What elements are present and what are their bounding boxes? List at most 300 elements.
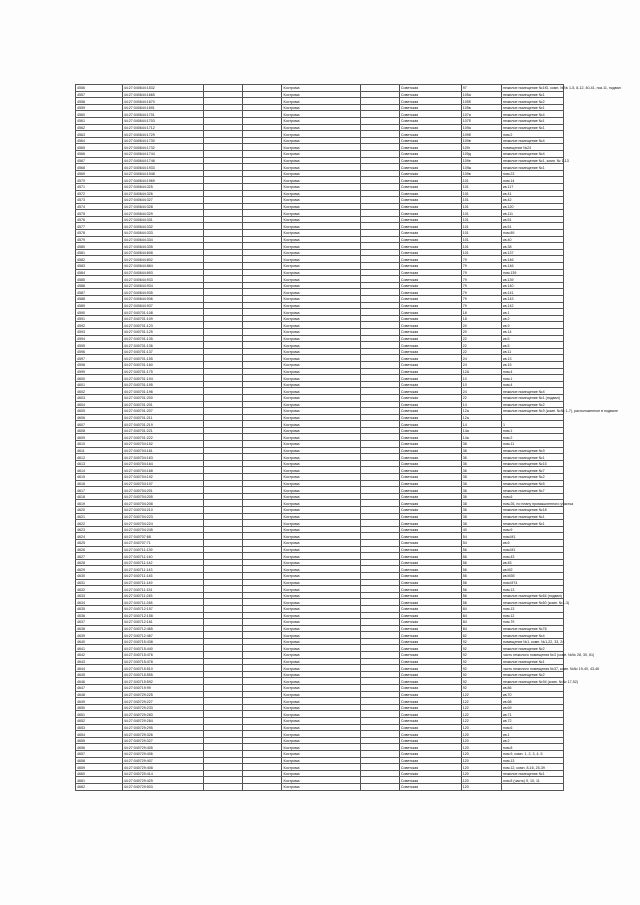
- house-number-cell: 56: [461, 586, 501, 593]
- empty-cell: [243, 698, 282, 705]
- house-number-cell: 38: [461, 520, 501, 527]
- street-cell: Советская: [399, 315, 461, 322]
- premises-description-cell: нежилое помещение №15: [502, 460, 564, 467]
- empty-cell: [243, 427, 282, 434]
- premises-description-cell: пом.23: [502, 170, 564, 177]
- empty-cell: [243, 447, 282, 454]
- premises-description-cell: нежилое помещение №1: [502, 124, 564, 131]
- city-cell: Кострома: [282, 718, 360, 725]
- empty-cell: [243, 190, 282, 197]
- house-number-cell: 10: [461, 381, 501, 388]
- cadastral-number-cell: 44:27:040644:325: [122, 183, 204, 190]
- row-number-cell: 4651: [76, 711, 123, 718]
- street-cell: Советская: [399, 131, 461, 138]
- table-row: [76, 315, 564, 322]
- house-number-cell: 101: [461, 197, 501, 204]
- table-row: [76, 770, 564, 777]
- street-cell: Советская: [399, 507, 461, 514]
- cadastral-number-cell: 44:27:040729:295: [122, 724, 204, 731]
- table-row: [76, 764, 564, 771]
- row-number-cell: 4597: [76, 355, 123, 362]
- row-number-cell: 4643: [76, 658, 123, 665]
- empty-cell: [204, 487, 243, 494]
- street-cell: Советская: [399, 500, 461, 507]
- house-number-cell: 24: [461, 355, 501, 362]
- empty-cell: [360, 533, 399, 540]
- empty-cell: [243, 216, 282, 223]
- street-cell: Советская: [399, 539, 461, 546]
- street-cell: Советская: [399, 744, 461, 751]
- city-cell: Кострома: [282, 256, 360, 263]
- row-number-cell: 4594: [76, 335, 123, 342]
- house-number-cell: 122: [461, 711, 501, 718]
- premises-description-cell: нежилое помещение №1: [502, 164, 564, 171]
- empty-cell: [204, 335, 243, 342]
- city-cell: Кострома: [282, 493, 360, 500]
- empty-cell: [243, 665, 282, 672]
- empty-cell: [243, 243, 282, 250]
- empty-cell: [243, 289, 282, 296]
- table-row: [76, 579, 564, 586]
- empty-cell: [243, 328, 282, 335]
- empty-cell: [204, 183, 243, 190]
- premises-description-cell: кв.51: [502, 223, 564, 230]
- empty-cell: [204, 685, 243, 692]
- city-cell: Кострома: [282, 783, 360, 790]
- empty-cell: [243, 770, 282, 777]
- empty-cell: [360, 236, 399, 243]
- city-cell: Кострома: [282, 645, 360, 652]
- empty-cell: [360, 289, 399, 296]
- street-cell: Советская: [399, 586, 461, 593]
- empty-cell: [243, 507, 282, 514]
- empty-cell: [204, 91, 243, 98]
- premises-description-cell: пом.13: [502, 605, 564, 612]
- empty-cell: [243, 368, 282, 375]
- city-cell: Кострома: [282, 263, 360, 270]
- cadastral-number-cell: 44:27:040644:1703: [122, 117, 204, 124]
- empty-cell: [360, 625, 399, 632]
- row-number-cell: 4605: [76, 408, 123, 415]
- row-number-cell: 4556: [76, 85, 123, 92]
- street-cell: Советская: [399, 711, 461, 718]
- city-cell: Кострома: [282, 269, 360, 276]
- city-cell: Кострома: [282, 315, 360, 322]
- cadastral-number-cell: 44:27:040704:224: [122, 520, 204, 527]
- cadastral-number-cell: 44:27:040644:1712: [122, 124, 204, 131]
- street-cell: Советская: [399, 546, 461, 553]
- empty-cell: [360, 460, 399, 467]
- street-cell: Советская: [399, 190, 461, 197]
- empty-cell: [204, 230, 243, 237]
- house-number-cell: 120: [461, 764, 501, 771]
- house-number-cell: 36: [461, 460, 501, 467]
- premises-description-cell: пом.6: [502, 493, 564, 500]
- row-number-cell: 4577: [76, 223, 123, 230]
- house-number-cell: 109в: [461, 170, 501, 177]
- row-number-cell: 4639: [76, 632, 123, 639]
- empty-cell: [204, 243, 243, 250]
- street-cell: Советская: [399, 210, 461, 217]
- street-cell: Советская: [399, 605, 461, 612]
- empty-cell: [360, 98, 399, 105]
- empty-cell: [243, 381, 282, 388]
- empty-cell: [360, 249, 399, 256]
- house-number-cell: 101: [461, 177, 501, 184]
- table-row: [76, 98, 564, 105]
- table-row: [76, 256, 564, 263]
- empty-cell: [360, 282, 399, 289]
- house-number-cell: 101: [461, 236, 501, 243]
- empty-cell: [204, 164, 243, 171]
- empty-cell: [204, 408, 243, 415]
- empty-cell: [360, 671, 399, 678]
- city-cell: Кострома: [282, 414, 360, 421]
- empty-cell: [243, 586, 282, 593]
- city-cell: Кострома: [282, 223, 360, 230]
- empty-cell: [360, 394, 399, 401]
- cadastral-number-cell: 44:27:040701:221: [122, 427, 204, 434]
- table-row: [76, 150, 564, 157]
- premises-description-cell: пом.6: [502, 724, 564, 731]
- premises-description-cell: кв.2: [502, 315, 564, 322]
- empty-cell: [243, 454, 282, 461]
- empty-cell: [243, 348, 282, 355]
- empty-cell: [204, 421, 243, 428]
- cadastral-number-cell: 44:27:040704:152: [122, 441, 204, 448]
- house-number-cell: 14а: [461, 434, 501, 441]
- cadastral-number-cell: 44:27:040729:405: [122, 744, 204, 751]
- cadastral-number-cell: 44:27:040644:335: [122, 243, 204, 250]
- empty-cell: [204, 592, 243, 599]
- table-row: [76, 698, 564, 705]
- empty-cell: [243, 137, 282, 144]
- row-number-cell: 4611: [76, 447, 123, 454]
- street-cell: Советская: [399, 223, 461, 230]
- premises-description-cell: кв.111: [502, 210, 564, 217]
- table-row: [76, 144, 564, 151]
- empty-cell: [204, 460, 243, 467]
- empty-cell: [243, 335, 282, 342]
- city-cell: Кострома: [282, 757, 360, 764]
- table-row: [76, 269, 564, 276]
- cadastral-number-cell: 44:27:040729:233: [122, 704, 204, 711]
- house-number-cell: 92: [461, 678, 501, 685]
- empty-cell: [243, 731, 282, 738]
- city-cell: Кострома: [282, 144, 360, 151]
- premises-description-cell: кв.9: [502, 322, 564, 329]
- house-number-cell: 101: [461, 230, 501, 237]
- row-number-cell: 4580: [76, 243, 123, 250]
- empty-cell: [360, 263, 399, 270]
- cadastral-number-cell: 44:27:040644:802: [122, 256, 204, 263]
- house-number-cell: 22: [461, 394, 501, 401]
- house-number-cell: 40: [461, 526, 501, 533]
- street-cell: Советская: [399, 263, 461, 270]
- house-number-cell: 56: [461, 559, 501, 566]
- house-number-cell: 54: [461, 539, 501, 546]
- empty-cell: [243, 394, 282, 401]
- empty-cell: [243, 691, 282, 698]
- house-number-cell: 92: [461, 658, 501, 665]
- empty-cell: [204, 718, 243, 725]
- empty-cell: [360, 441, 399, 448]
- empty-cell: [243, 276, 282, 283]
- cadastral-number-cell: 44:27:040644:1732: [122, 144, 204, 151]
- city-cell: Кострома: [282, 296, 360, 303]
- street-cell: Советская: [399, 526, 461, 533]
- empty-cell: [360, 421, 399, 428]
- city-cell: Кострома: [282, 572, 360, 579]
- empty-cell: [360, 737, 399, 744]
- empty-cell: [243, 487, 282, 494]
- premises-description-cell: нежилое помещение №1 (подвал): [502, 394, 564, 401]
- city-cell: Кострома: [282, 289, 360, 296]
- empty-cell: [243, 652, 282, 659]
- city-cell: Кострома: [282, 177, 360, 184]
- city-cell: Кострома: [282, 533, 360, 540]
- street-cell: Советская: [399, 183, 461, 190]
- city-cell: Кострома: [282, 520, 360, 527]
- table-row: [76, 170, 564, 177]
- empty-cell: [243, 480, 282, 487]
- cadastral-number-cell: 44:27:040704:208: [122, 500, 204, 507]
- row-number-cell: 4563: [76, 131, 123, 138]
- city-cell: Кострома: [282, 764, 360, 771]
- row-number-cell: 4632: [76, 586, 123, 593]
- table-row: [76, 177, 564, 184]
- empty-cell: [204, 328, 243, 335]
- row-number-cell: 4568: [76, 164, 123, 171]
- street-cell: Советская: [399, 645, 461, 652]
- street-cell: Советская: [399, 216, 461, 223]
- house-number-cell: 101: [461, 223, 501, 230]
- cadastral-number-cell: 44:27:040729:284: [122, 718, 204, 725]
- cadastral-number-cell: 44:27:040704:163: [122, 454, 204, 461]
- cadastral-number-cell: 44:27:040644:864: [122, 263, 204, 270]
- premises-description-cell: пом.89: [502, 230, 564, 237]
- cadastral-number-cell: 44:27:040701:196: [122, 388, 204, 395]
- house-number-cell: 109е: [461, 157, 501, 164]
- empty-cell: [243, 460, 282, 467]
- empty-cell: [204, 197, 243, 204]
- empty-cell: [204, 454, 243, 461]
- city-cell: Кострома: [282, 500, 360, 507]
- house-number-cell: 105в: [461, 104, 501, 111]
- row-number-cell: 4587: [76, 289, 123, 296]
- row-number-cell: 4570: [76, 177, 123, 184]
- empty-cell: [243, 150, 282, 157]
- city-cell: Кострома: [282, 652, 360, 659]
- row-number-cell: 4601: [76, 381, 123, 388]
- empty-cell: [360, 414, 399, 421]
- table-row: [76, 381, 564, 388]
- row-number-cell: 4582: [76, 256, 123, 263]
- house-number-cell: 92: [461, 671, 501, 678]
- premises-description-cell: помещение №1, комн. №1-22, 33, 24: [503, 640, 565, 645]
- row-number-cell: 4630: [76, 572, 123, 579]
- premises-description-cell: нежилое помещение №4: [502, 388, 564, 395]
- house-number-cell: 120: [461, 744, 501, 751]
- street-cell: Советская: [399, 124, 461, 131]
- street-cell: Советская: [399, 177, 461, 184]
- street-cell: Советская: [399, 658, 461, 665]
- city-cell: Кострома: [282, 711, 360, 718]
- empty-cell: [243, 164, 282, 171]
- table-row: [76, 447, 564, 454]
- city-cell: Кострома: [282, 348, 360, 355]
- row-number-cell: 4646: [76, 678, 123, 685]
- street-cell: Советская: [399, 355, 461, 362]
- city-cell: Кострома: [282, 513, 360, 520]
- house-number-cell: 122: [461, 691, 501, 698]
- street-cell: Советская: [399, 770, 461, 777]
- row-number-cell: 4617: [76, 487, 123, 494]
- row-number-cell: 4631: [76, 579, 123, 586]
- empty-cell: [204, 744, 243, 751]
- row-number-cell: 4604: [76, 401, 123, 408]
- premises-description-cell: пом.М1: [502, 533, 564, 540]
- street-cell: Советская: [399, 296, 461, 303]
- premises-description-cell: нежилое помещение №5: [502, 480, 564, 487]
- premises-description-cell: нежилое помещение №7: [502, 467, 564, 474]
- empty-cell: [360, 434, 399, 441]
- street-cell: Советская: [399, 381, 461, 388]
- table-row: [76, 322, 564, 329]
- empty-cell: [360, 203, 399, 210]
- premises-description-cell: нежилое помещение №94 (комн. №№ 17-52): [503, 679, 579, 684]
- empty-cell: [204, 632, 243, 639]
- street-cell: Советская: [399, 487, 461, 494]
- street-cell: Советская: [399, 632, 461, 639]
- table-row: [76, 592, 564, 599]
- house-number-cell: 56: [461, 599, 501, 606]
- city-cell: Кострома: [282, 216, 360, 223]
- table-row: [76, 401, 564, 408]
- city-cell: Кострома: [282, 592, 360, 599]
- city-cell: Кострома: [282, 638, 360, 645]
- empty-cell: [360, 361, 399, 368]
- cadastral-number-cell: 44:27:040712:467: [122, 632, 204, 639]
- house-number-cell: 38: [461, 480, 501, 487]
- empty-cell: [243, 718, 282, 725]
- empty-cell: [204, 348, 243, 355]
- house-number-cell: 38: [461, 500, 501, 507]
- house-number-cell: 10: [461, 375, 501, 382]
- row-number-cell: 4575: [76, 210, 123, 217]
- empty-cell: [243, 467, 282, 474]
- empty-cell: [204, 177, 243, 184]
- empty-cell: [243, 98, 282, 105]
- empty-cell: [360, 454, 399, 461]
- row-number-cell: 4648: [76, 691, 123, 698]
- empty-cell: [243, 197, 282, 204]
- empty-cell: [243, 500, 282, 507]
- premises-description-cell: нежилое помещение №2: [502, 98, 564, 105]
- cadastral-number-cell: 44:27:040711:149: [122, 579, 204, 586]
- table-row: [76, 210, 564, 217]
- empty-cell: [360, 309, 399, 316]
- city-cell: Кострома: [282, 526, 360, 533]
- empty-cell: [360, 183, 399, 190]
- table-row: [76, 111, 564, 118]
- empty-cell: [204, 427, 243, 434]
- empty-cell: [360, 315, 399, 322]
- cadastral-number-cell: 44:27:040701:211: [122, 414, 204, 421]
- city-cell: Кострома: [282, 322, 360, 329]
- premises-description-cell: пом.1: [502, 375, 564, 382]
- empty-cell: [204, 671, 243, 678]
- street-cell: Советская: [399, 368, 461, 375]
- table-row: [76, 783, 564, 790]
- row-number-cell: 4613: [76, 460, 123, 467]
- premises-description-cell: кв.139: [502, 276, 564, 283]
- cadastral-number-cell: 44:27:040701:200: [122, 394, 204, 401]
- empty-cell: [204, 777, 243, 784]
- empty-cell: [204, 322, 243, 329]
- street-cell: Советская: [399, 520, 461, 527]
- cadastral-number-cell: 44:27:040644:1744: [122, 150, 204, 157]
- empty-cell: [360, 718, 399, 725]
- row-number-cell: 4660: [76, 770, 123, 777]
- cadastral-number-cell: 44:27:040729:429: [122, 777, 204, 784]
- premises-description-cell: нежилое помещение №2: [502, 474, 564, 481]
- street-cell: Советская: [399, 137, 461, 144]
- empty-cell: [243, 263, 282, 270]
- table-row: [76, 243, 564, 250]
- table-row: [76, 197, 564, 204]
- empty-cell: [360, 691, 399, 698]
- cadastral-number-cell: 44:27:040644:934: [122, 282, 204, 289]
- empty-cell: [243, 309, 282, 316]
- empty-cell: [360, 157, 399, 164]
- street-cell: Советская: [399, 691, 461, 698]
- city-cell: Кострома: [282, 183, 360, 190]
- table-row: [76, 302, 564, 309]
- table-row: [76, 454, 564, 461]
- premises-description-cell: пом.9, комн. 1, 2, 3, 4, 5: [502, 750, 564, 757]
- empty-cell: [243, 559, 282, 566]
- empty-cell: [360, 711, 399, 718]
- table-row: [76, 230, 564, 237]
- city-cell: Кострома: [282, 553, 360, 560]
- row-number-cell: 4623: [76, 526, 123, 533]
- empty-cell: [243, 704, 282, 711]
- cadastral-number-cell: 44:27:040644:1746: [122, 157, 204, 164]
- premises-description-cell: нежилое помещение №1: [502, 520, 564, 527]
- city-cell: Кострома: [282, 770, 360, 777]
- empty-cell: [360, 526, 399, 533]
- street-cell: Советская: [399, 731, 461, 738]
- street-cell: Советская: [399, 777, 461, 784]
- cadastral-number-cell: 44:27:040701:219: [122, 421, 204, 428]
- street-cell: Советская: [399, 170, 461, 177]
- row-number-cell: 4628: [76, 559, 123, 566]
- house-number-cell: 92: [461, 665, 501, 672]
- street-cell: Советская: [399, 619, 461, 626]
- empty-cell: [360, 91, 399, 98]
- premises-description-cell: кв.М3б: [502, 572, 564, 579]
- table-row: [76, 731, 564, 738]
- street-cell: Советская: [399, 85, 461, 92]
- house-number-cell: 38: [461, 474, 501, 481]
- table-row: [76, 625, 564, 632]
- house-number-cell: 12а: [461, 408, 501, 415]
- house-number-cell: 109д: [461, 150, 501, 157]
- row-number-cell: 4598: [76, 361, 123, 368]
- street-cell: Советская: [399, 328, 461, 335]
- table-row: [76, 394, 564, 401]
